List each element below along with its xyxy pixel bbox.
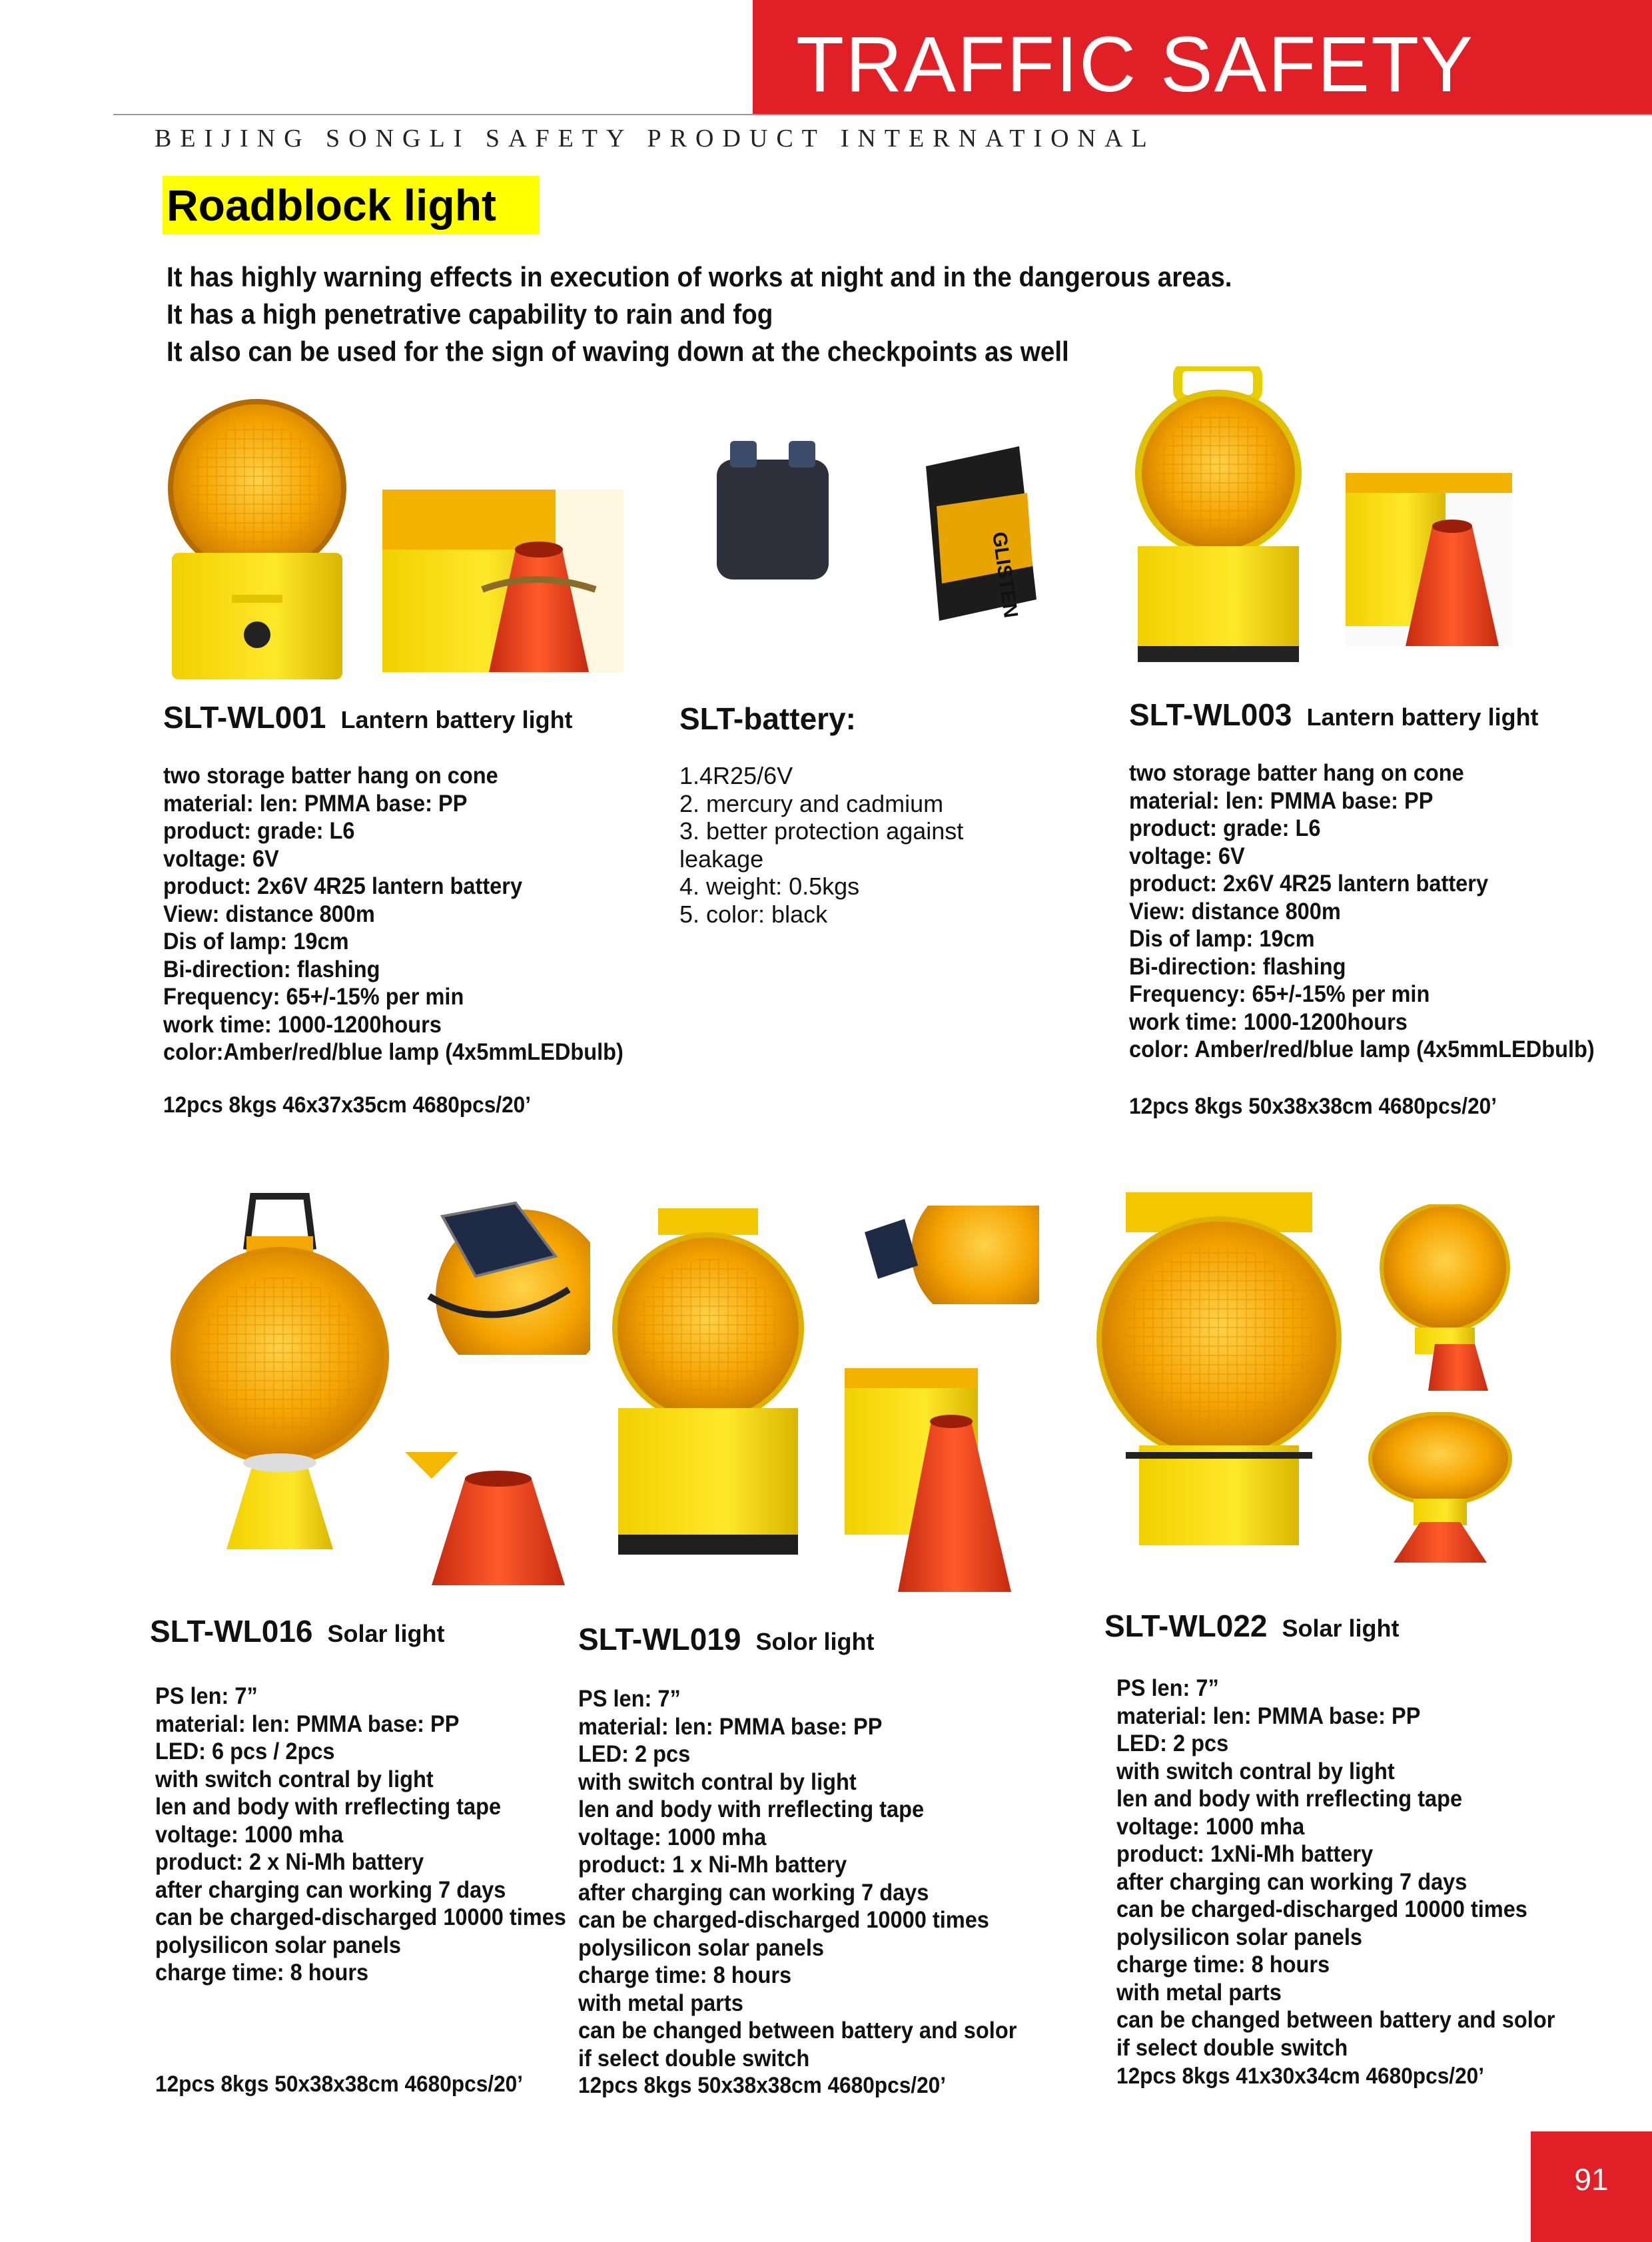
wl019-model: SLT-WL019: [578, 1622, 741, 1657]
wl019-detail-solar-photo: [858, 1206, 1039, 1304]
spec-line: product: grade: L6: [163, 818, 355, 844]
spec-line: View: distance 800m: [1129, 898, 1341, 925]
spec-line: voltage: 6V: [1129, 843, 1245, 869]
spec-line: product: grade: L6: [1129, 815, 1321, 841]
wl022-packing: 12pcs 8kgs 41x30x34cm 4680pcs/20’: [1116, 2063, 1485, 2089]
spec-line: voltage: 1000 mha: [155, 1821, 344, 1848]
spec-line: work time: 1000-1200hours: [163, 1011, 442, 1038]
wl022-heading: [1104, 1608, 1400, 1644]
spec-line: charge time: 8 hours: [1116, 1952, 1330, 1978]
wl016-detail-cone-photo: [405, 1452, 585, 1585]
wl003-model: SLT-WL003: [1129, 697, 1292, 732]
battery-model: SLT-battery:: [679, 701, 856, 736]
spec-line: len and body with rreflecting tape: [155, 1794, 502, 1820]
wl016-specs: [155, 1682, 597, 1987]
wl016-heading: [150, 1613, 445, 1649]
spec-line: leakage: [679, 845, 764, 873]
spec-line: 5. color: black: [679, 900, 828, 928]
wl001-type: Lantern battery light: [340, 706, 573, 733]
spec-line: product: 2x6V 4R25 lantern battery: [1129, 871, 1489, 897]
wl016-detail-solar-photo: [402, 1190, 590, 1355]
spec-line: Bi-direction: flashing: [1129, 953, 1346, 980]
spec-line: PS len: 7”: [155, 1683, 258, 1709]
spec-line: charge time: 8 hours: [578, 1962, 792, 1988]
wl001-photo: [165, 378, 349, 685]
spec-line: with switch contral by light: [578, 1768, 857, 1795]
spec-line: with switch contral by light: [1116, 1758, 1395, 1784]
spec-line: LED: 6 pcs / 2pcs: [155, 1738, 335, 1764]
spec-line: Bi-direction: flashing: [163, 956, 380, 982]
wl001-detail-photo: [382, 490, 623, 672]
wl019-heading: [578, 1621, 875, 1657]
spec-line: Frequency: 65+/-15% per min: [163, 984, 464, 1010]
wl019-photo: [612, 1208, 805, 1555]
intro-line: It has highly warning effects in execution of works at night and in the dangerous areas.: [167, 261, 1232, 292]
page-number: 91: [1574, 2162, 1609, 2197]
spec-line: voltage: 1000 mha: [578, 1824, 767, 1850]
spec-line: product: 2 x Ni-Mh battery: [155, 1849, 424, 1875]
spec-line: Dis of lamp: 19cm: [1129, 926, 1315, 952]
spec-line: product: 1 x Ni-Mh battery: [578, 1852, 847, 1878]
spec-line: work time: 1000-1200hours: [1129, 1008, 1408, 1035]
wl003-specs: [1129, 759, 1629, 1064]
spec-line: 4. weight: 0.5kgs: [679, 873, 860, 900]
wl001-heading: [163, 699, 573, 735]
spec-line: after charging can working 7 days: [578, 1879, 929, 1906]
spec-line: product: 2x6V 4R25 lantern battery: [163, 873, 523, 899]
wl016-model: SLT-WL016: [150, 1614, 313, 1649]
wl019-detail-cone-photo: [845, 1368, 1022, 1592]
spec-line: 3. better protection against: [679, 817, 964, 845]
spec-line: after charging can working 7 days: [155, 1876, 506, 1903]
spec-line: product: 1xNi-Mh battery: [1116, 1841, 1374, 1867]
wl022-model: SLT-WL022: [1104, 1609, 1268, 1643]
spec-line: material: len: PMMA base: PP: [163, 790, 468, 817]
spec-line: can be changed between battery and solor: [1116, 2007, 1555, 2033]
battery-specs: [679, 762, 963, 928]
spec-line: polysilicon solar panels: [1116, 1924, 1363, 1950]
spec-line: if select double switch: [578, 2045, 810, 2071]
wl003-type: Lantern battery light: [1306, 703, 1539, 731]
spec-line: charge time: 8 hours: [155, 1960, 369, 1986]
spec-line: voltage: 6V: [163, 845, 279, 872]
spec-line: color:Amber/red/blue lamp (4x5mmLEDbulb): [163, 1039, 623, 1065]
spec-line: after charging can working 7 days: [1116, 1868, 1467, 1895]
spec-line: Dis of lamp: 19cm: [163, 929, 349, 954]
spec-line: LED: 2 pcs: [578, 1741, 691, 1767]
spec-line: Frequency: 65+/-15% per min: [1129, 981, 1430, 1007]
battery-glisten-photo: [913, 433, 1042, 625]
wl022-type: Solar light: [1282, 1615, 1400, 1642]
wl022-photo: [1092, 1192, 1346, 1545]
wl001-packing: 12pcs 8kgs 46x37x35cm 4680pcs/20’: [163, 1092, 532, 1118]
battery-black-photo: [710, 433, 835, 585]
spec-line: can be changed between battery and solor: [578, 2018, 1017, 2044]
spec-line: polysilicon solar panels: [578, 1934, 825, 1961]
wl022-detail-bottom-photo: [1360, 1412, 1515, 1563]
wl003-packing: 12pcs 8kgs 50x38x38cm 4680pcs/20’: [1129, 1094, 1497, 1119]
intro-line: It also can be used for the sign of waving down at the checkpoints as well: [167, 336, 1069, 367]
battery-heading: [679, 701, 856, 737]
spec-line: polysilicon solar panels: [155, 1932, 402, 1958]
wl016-photo: [167, 1190, 393, 1549]
spec-line: voltage: 1000 mha: [1116, 1813, 1305, 1840]
intro-text: [167, 258, 1325, 370]
spec-line: if select double switch: [1116, 2034, 1348, 2061]
spec-line: material: len: PMMA base: PP: [1129, 787, 1434, 814]
page-header-title: TRAFFIC SAFETY: [796, 21, 1474, 109]
spec-line: View: distance 800m: [163, 901, 375, 927]
spec-line: two storage batter hang on cone: [163, 763, 498, 789]
spec-line: PS len: 7”: [578, 1686, 681, 1712]
spec-line: can be charged-discharged 10000 times: [1116, 1896, 1527, 1922]
spec-line: len and body with rreflecting tape: [1116, 1786, 1463, 1812]
spec-line: len and body with rreflecting tape: [578, 1796, 925, 1822]
spec-line: 1.4R25/6V: [679, 762, 793, 789]
wl016-type: Solar light: [327, 1620, 445, 1647]
wl019-packing: 12pcs 8kgs 50x38x38cm 4680pcs/20’: [578, 2073, 947, 2098]
spec-line: with metal parts: [578, 1990, 743, 2016]
wl001-model: SLT-WL001: [163, 700, 326, 735]
spec-line: two storage batter hang on cone: [1129, 760, 1464, 786]
wl022-specs: [1116, 1675, 1588, 2061]
spec-line: material: len: PMMA base: PP: [578, 1713, 883, 1740]
spec-line: color: Amber/red/blue lamp (4x5mmLEDbulb): [1129, 1036, 1595, 1062]
wl003-detail-photo: [1346, 473, 1512, 646]
spec-line: can be charged-discharged 10000 times: [578, 1907, 989, 1933]
spec-line: with switch contral by light: [155, 1766, 434, 1792]
wl022-detail-top-photo: [1375, 1204, 1515, 1391]
wl019-type: Solor light: [755, 1628, 875, 1655]
wl019-specs: [578, 1685, 1050, 2072]
wl001-specs: [163, 762, 658, 1066]
spec-line: material: len: PMMA base: PP: [155, 1710, 460, 1737]
wl003-photo: [1131, 366, 1306, 662]
company-name: BEIJING SONGLI SAFETY PRODUCT INTERNATIONAL: [155, 125, 1156, 153]
spec-line: material: len: PMMA base: PP: [1116, 1702, 1421, 1729]
header-rule: [113, 114, 1652, 115]
wl016-packing: 12pcs 8kgs 50x38x38cm 4680pcs/20’: [155, 2071, 524, 2097]
battery-brand-text: GLISTEN: [988, 530, 1022, 619]
spec-line: can be charged-discharged 10000 times: [155, 1904, 566, 1930]
spec-line: LED: 2 pcs: [1116, 1730, 1229, 1756]
spec-line: 2. mercury and cadmium: [679, 789, 944, 817]
intro-line: It has a high penetrative capability to rain and fog: [167, 298, 773, 330]
spec-line: with metal parts: [1116, 1979, 1282, 2006]
spec-line: PS len: 7”: [1116, 1675, 1219, 1701]
wl003-heading: [1129, 697, 1539, 733]
section-title: Roadblock light: [163, 176, 539, 234]
